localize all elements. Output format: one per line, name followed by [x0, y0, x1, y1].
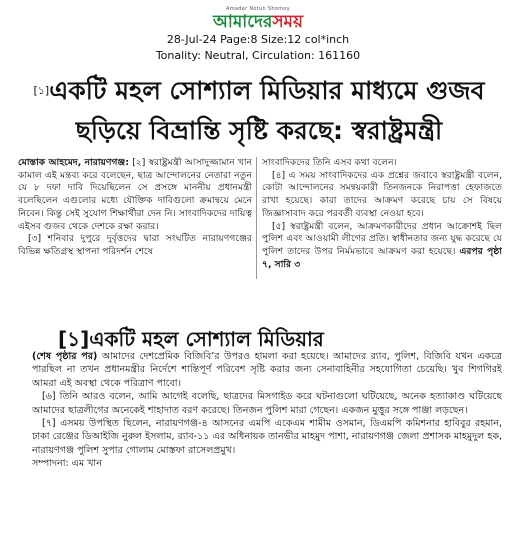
continuation-lead: (শেষ পৃষ্ঠার পর): [32, 351, 98, 362]
masthead-tagline: Amader Notun Shomoy: [226, 6, 290, 12]
headline-marker: [১]: [33, 84, 50, 97]
headline-text-1: একটি মহল সোশ্যাল মিডিয়ার মাধ্যমে গুজব: [49, 76, 485, 105]
continued-note: এরপর পৃষ্ঠা ৭, সারি ৩: [262, 245, 502, 270]
article-paragraph: [৬] তিনি আরও বলেন, আমি আগেই বলেছি, ছাত্রদের মিসগাইড করে ঘটনাগুলো ঘটিয়েছে, অনেক হত্যাকাণ্ড ঘটিয়েছে আমাদের ছাত্রলীগের অনেকেই শাহাদাত বরণ করেছে। তিনজন পুলিশ মারা গেছেন। একজন মুত্তুর সঙ্গে পাঞ্জা লড়ছেন।: [32, 391, 502, 416]
clipping-meta-line1: 28-Jul-24 Page:8 Size:12 col*inch: [166, 33, 350, 46]
article-paragraph: [৪] এ সময় সাংবাদিকদের এক প্রশ্নের জবাবে স্বরাষ্ট্রমন্ত্রী বলেন, কোটা আন্দোলনের সমন্বয়কারী তিনজনকে নিরাপত্তা হেফাজতে রাখা হয়েছে। কারা তাদের আক্রমণ করেছে চায় সে বিষয়ে জিজ্ঞাসাবাদ করে পরবর্তী ব্যবস্থা নেওয়া হবে।: [262, 169, 502, 219]
article-column-2: [262, 157, 502, 282]
newspaper-logo: [209, 13, 307, 31]
logo-right-text: সময়: [272, 12, 303, 32]
continuation-column: [32, 350, 502, 535]
article-paragraph: [৭] এসময় উপস্থিত ছিলেন, নারায়ণগঞ্জ-৪ আসনের এমপি একেএম শামীম ওসমান, ডিএমপি কমিশনার হাবিবুর রহমান, ঢাকা রেঞ্জের ডিআইজি নুরুল ইসলাম, র‌্যাব-১১ এর অধিনায়ক তানভীর মাহমুদ পাশা, নারায়ণগঞ্জ জেলা প্রশাসক মাহমুদুল হক, নারায়ণগঞ্জ পুলিশ সুপার গোলাম মোস্তফা রাসেলপ্রমুখ।: [32, 418, 502, 456]
clipping-meta-line2: Tonality: Neutral, Circulation: 161160: [155, 49, 361, 62]
paragraph-text: [২] স্বরাষ্ট্রমন্ত্রী আসাদুজ্জামান খান কামাল এই মন্তব্য করে বলেছেন, ছাত্র আন্দোলনের নেতারা নতুন যে ৮ দফা দাবি দিয়েছিলেন সে প্রসঙ্গে মাননীয় প্রধানমন্ত্রী বলেছিলেন এগুলোর মধ্যে যৌক্তিক দাবিগুলো ক্রমান্বয়ে মেনে নিবেন। কিন্তু সেই সুযোগ শিক্ষার্থীরা দেন নি। সাংবাদিকদের দায়িত্ব এইসব গুজব থেকে দেশকে রক্ষা করার।: [18, 157, 252, 232]
masthead: [0, 6, 516, 31]
article-paragraph: [262, 221, 502, 272]
byline: মোস্তাক আহমেদ, নারায়ণগঞ্জ:: [18, 157, 130, 168]
article-paragraph: [18, 157, 252, 233]
article-paragraph: সাংবাদিকদের তিনি এসব কথা বলেন।: [262, 157, 397, 168]
paragraph-text: আমাদের দেশপ্রেমিক বিজিবি’র উপরও হামলা করা হয়েছে। আমাদের র‌্যাব, পুলিশ, বিজিবি যখন একত্রে পারছিল না তখন প্রধানমন্ত্রীর নির্দেশে শান্তিপূর্ণ পরিবেশ সৃষ্টি করার জন্য সেনাবাহিনীর সহযোগিতা চেয়েছি। খুব শিগগিরই আমরা এই অবস্থা থেকে পরিত্রাণ পাবো।: [32, 351, 502, 389]
logo-left-text: আমাদের: [213, 12, 273, 32]
article-paragraph: [32, 350, 502, 390]
continuation-heading: [১]একটি মহল সোশ্যাল মিডিয়ার: [58, 327, 324, 351]
article-paragraph: [৩] শনিবার দুপুরে দুর্বৃত্তদের দ্বারা সংঘটিত নারায়ণগঞ্জের বিভিন্ন ক্ষতিগ্রস্থ স্থাপনা পরিদর্শন শেষে: [18, 233, 252, 257]
article-column-1: [18, 157, 252, 282]
editor-credit: সম্পাদনা: এম খান: [32, 458, 102, 470]
headline-line1: [12, 76, 506, 106]
paragraph-text: [৫] স্বরাষ্ট্রমন্ত্রী বলেন, আক্রমণকারীদের প্রধান আক্রোশই ছিল পুলিশ এবং আওয়ামী লীগের প্রতি। স্বাধীনতার জন্য যুদ্ধ করেছে যে পুলিশ তাদের উপর নির্মমভাবে আক্রমণ করা হয়েছে।: [262, 220, 502, 257]
headline-line2: ছড়িয়ে বিভ্রান্তি সৃষ্টি করছে: স্বরাষ্ট্রমন্ত্রী: [75, 116, 443, 145]
column-divider: [256, 157, 257, 279]
